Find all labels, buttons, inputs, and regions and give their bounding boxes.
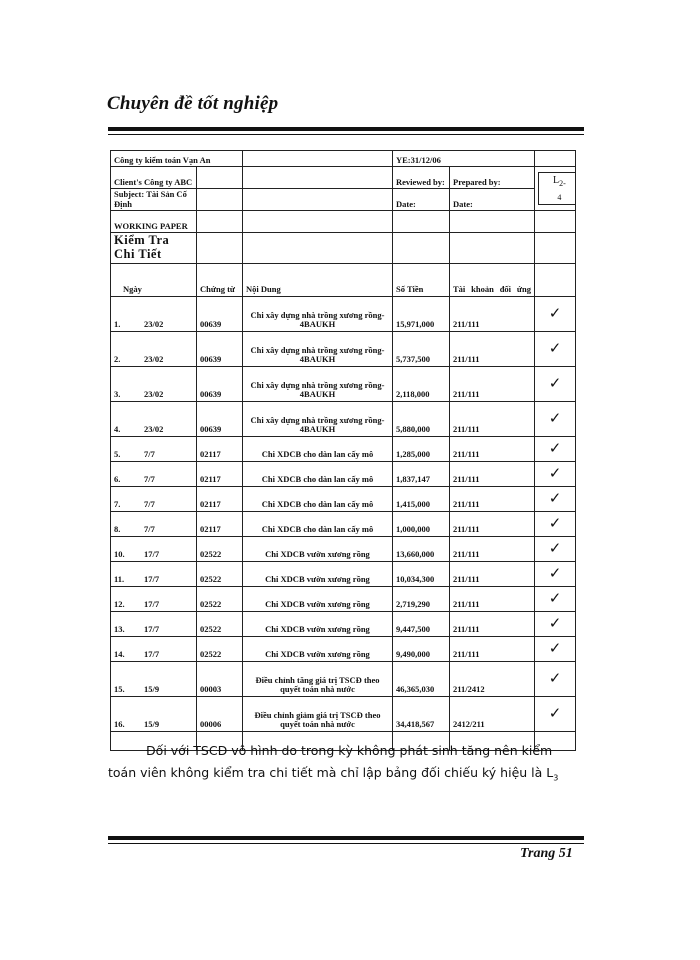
blank-cell (450, 233, 535, 264)
row-number: 14. (114, 649, 125, 660)
row-date-cell (111, 696, 197, 731)
row-date: 23/02 (144, 424, 164, 435)
row-amount-cell: 34,418,567 (393, 696, 450, 731)
checkmark-icon: ✓ (535, 401, 576, 436)
checkmark-icon: ✓ (535, 461, 576, 486)
worksheet-header-row (111, 151, 576, 167)
prepared-by-cell: Prepared by: (450, 167, 535, 189)
row-document-cell: 02522 (197, 611, 243, 636)
row-date: 23/02 (144, 389, 164, 400)
column-header-amount: Số Tiền (393, 263, 450, 296)
row-document-cell: 00003 (197, 661, 243, 696)
body-paragraph (108, 740, 578, 790)
row-document-cell: 02522 (197, 536, 243, 561)
row-description-cell: Điều chỉnh tăng giá trị TSCĐ theo quyết toán nhà nước (243, 661, 393, 696)
checkmark-icon: ✓ (535, 331, 576, 366)
row-document-cell: 02117 (197, 436, 243, 461)
table-row (111, 636, 576, 661)
row-number: 1. (114, 319, 121, 330)
row-number: 16. (114, 719, 125, 730)
row-description-cell: Chi XDCB cho dàn lan cấy mô (243, 461, 393, 486)
row-description-cell: Chi xây dựng nhà trồng xương rồng-4BAUKH (243, 331, 393, 366)
row-account-cell: 211/111 (450, 436, 535, 461)
checkmark-icon: ✓ (535, 561, 576, 586)
checkmark-icon: ✓ (535, 511, 576, 536)
row-account-cell: 211/111 (450, 511, 535, 536)
row-amount-cell: 1,837,147 (393, 461, 450, 486)
blank-cell (243, 167, 393, 189)
row-amount-cell: 9,490,000 (393, 636, 450, 661)
table-row (111, 436, 576, 461)
page-number: Trang 51 (520, 846, 573, 861)
reference-code-main: L (553, 174, 560, 186)
blank-cell (243, 151, 393, 167)
row-date: 7/7 (144, 449, 155, 460)
reference-code-box (538, 172, 576, 206)
row-date: 15/9 (144, 684, 160, 695)
row-document-cell: 02522 (197, 636, 243, 661)
row-account-cell: 211/111 (450, 636, 535, 661)
blank-cell (535, 211, 576, 233)
row-number: 10. (114, 549, 125, 560)
row-number: 11. (114, 574, 125, 585)
row-date: 17/7 (144, 549, 160, 560)
row-date: 15/9 (144, 719, 160, 730)
row-document-cell: 02117 (197, 461, 243, 486)
row-number: 3. (114, 389, 121, 400)
row-date-cell (111, 436, 197, 461)
row-document-cell: 02117 (197, 486, 243, 511)
document-header-title: Chuyên đề tốt nghiệp (107, 93, 279, 114)
row-description-cell: Chi XDCB vườn xương rồng (243, 611, 393, 636)
blank-cell (197, 233, 243, 264)
row-description-cell: Chi xây dựng nhà trồng xương rồng-4BAUKH (243, 296, 393, 331)
row-date-cell (111, 486, 197, 511)
row-account-cell: 2412/211 (450, 696, 535, 731)
row-date-cell (111, 536, 197, 561)
row-amount-cell: 2,118,000 (393, 366, 450, 401)
column-header-account: Tài khoản đối ứng (450, 263, 535, 296)
column-header-description: Nội Dung (243, 263, 393, 296)
row-account-cell: 211/111 (450, 366, 535, 401)
row-description-cell: Chi XDCB vườn xương rồng (243, 586, 393, 611)
blank-cell (535, 263, 576, 296)
row-document-cell: 02522 (197, 586, 243, 611)
blank-cell (197, 189, 243, 211)
row-date-cell (111, 611, 197, 636)
checkmark-icon: ✓ (535, 486, 576, 511)
blank-cell (197, 167, 243, 189)
blank-cell (197, 211, 243, 233)
row-number: 6. (114, 474, 121, 485)
blank-cell (450, 211, 535, 233)
row-number: 2. (114, 354, 121, 365)
checkmark-icon: ✓ (535, 636, 576, 661)
checkmark-icon: ✓ (535, 696, 576, 731)
row-date: 23/02 (144, 354, 164, 365)
row-date: 7/7 (144, 474, 155, 485)
row-date: 17/7 (144, 599, 160, 610)
row-account-cell: 211/111 (450, 586, 535, 611)
row-account-cell: 211/111 (450, 611, 535, 636)
row-date-cell (111, 461, 197, 486)
row-date: 7/7 (144, 524, 155, 535)
row-description-cell: Chi XDCB vườn xương rồng (243, 636, 393, 661)
row-date: 17/7 (144, 624, 160, 635)
row-document-cell: 00639 (197, 331, 243, 366)
table-row (111, 331, 576, 366)
row-number: 8. (114, 524, 121, 535)
row-document-cell: 00639 (197, 296, 243, 331)
checkmark-icon: ✓ (535, 611, 576, 636)
table-row (111, 486, 576, 511)
row-date: 17/7 (144, 649, 160, 660)
table-row (111, 696, 576, 731)
reference-code-sub: 2-4 (557, 178, 566, 202)
row-amount-cell: 2,719,290 (393, 586, 450, 611)
row-description-cell: Chi XDCB vườn xương rồng (243, 561, 393, 586)
row-account-cell: 211/111 (450, 486, 535, 511)
table-row (111, 561, 576, 586)
blank-cell (243, 211, 393, 233)
row-amount-cell: 5,737,500 (393, 331, 450, 366)
worksheet-client-row (111, 167, 576, 189)
blank-cell (243, 189, 393, 211)
subject-cell: Subject: Tài Sản Cố Định (111, 189, 197, 211)
date-reviewed-cell: Date: (393, 189, 450, 211)
column-header-row (111, 263, 576, 296)
row-description-cell: Chi XDCB cho dàn lan cấy mô (243, 511, 393, 536)
table-row (111, 296, 576, 331)
row-date-cell (111, 661, 197, 696)
header-rule-thick (108, 127, 584, 131)
header-rule-thin (108, 134, 584, 135)
row-number: 15. (114, 684, 125, 695)
row-account-cell: 211/111 (450, 331, 535, 366)
footer-rule-thin (108, 843, 584, 844)
blank-cell (393, 233, 450, 264)
table-row (111, 536, 576, 561)
table-row (111, 461, 576, 486)
date-prepared-cell: Date: (450, 189, 535, 211)
row-date-cell (111, 296, 197, 331)
table-row (111, 586, 576, 611)
blank-cell (243, 233, 393, 264)
body-paragraph-text: Đối với TSCĐ vô hình do trong kỳ không phát sinh tăng nên kiểm toán viên không kiểm tra chi tiết mà chỉ lập bảng đối chiếu ký hiệu là L (108, 743, 554, 780)
row-date: 17/7 (144, 574, 160, 585)
row-description-cell: Chi XDCB vườn xương rồng (243, 536, 393, 561)
row-account-cell: 211/111 (450, 296, 535, 331)
row-date-cell (111, 586, 197, 611)
row-amount-cell: 1,285,000 (393, 436, 450, 461)
row-amount-cell: 15,971,000 (393, 296, 450, 331)
row-description-cell: Chi XDCB cho dàn lan cấy mô (243, 486, 393, 511)
row-account-cell: 211/111 (450, 561, 535, 586)
blank-cell (535, 151, 576, 167)
checkmark-icon: ✓ (535, 296, 576, 331)
row-account-cell: 211/2412 (450, 661, 535, 696)
row-description-cell: Chi xây dựng nhà trồng xương rồng-4BAUKH (243, 366, 393, 401)
row-document-cell: 00639 (197, 401, 243, 436)
table-row (111, 511, 576, 536)
year-end-cell: YE:31/12/06 (393, 151, 535, 167)
row-description-cell: Chi XDCB cho dàn lan cấy mô (243, 436, 393, 461)
row-date-cell (111, 561, 197, 586)
row-date-cell (111, 366, 197, 401)
company-name-cell: Công ty kiểm toán Vạn An (111, 151, 243, 167)
client-cell: Client's Công ty ABC (111, 167, 197, 189)
column-header-document: Chứng từ (197, 263, 243, 296)
row-amount-cell: 46,365,030 (393, 661, 450, 696)
row-number: 5. (114, 449, 121, 460)
blank-cell (535, 233, 576, 264)
row-account-cell: 211/111 (450, 461, 535, 486)
row-document-cell: 00639 (197, 366, 243, 401)
checkmark-icon: ✓ (535, 366, 576, 401)
column-header-date: Ngày (111, 263, 197, 296)
table-row (111, 401, 576, 436)
row-amount-cell: 10,034,300 (393, 561, 450, 586)
worksheet-title-cell: Kiểm Tra Chi Tiết (111, 233, 197, 264)
row-number: 12. (114, 599, 125, 610)
row-account-cell: 211/111 (450, 536, 535, 561)
checkmark-icon: ✓ (535, 586, 576, 611)
reviewed-by-cell: Reviewed by: (393, 167, 450, 189)
row-document-cell: 02522 (197, 561, 243, 586)
row-number: 7. (114, 499, 121, 510)
row-date-cell (111, 401, 197, 436)
checkmark-icon: ✓ (535, 436, 576, 461)
audit-worksheet-table (110, 150, 576, 751)
row-account-cell: 211/111 (450, 401, 535, 436)
worksheet-subject-row (111, 189, 576, 211)
row-date-cell (111, 331, 197, 366)
row-number: 13. (114, 624, 125, 635)
row-amount-cell: 1,415,000 (393, 486, 450, 511)
footer-rule-thick (108, 836, 584, 840)
row-amount-cell: 1,000,000 (393, 511, 450, 536)
reference-code-cell (535, 167, 576, 211)
worksheet-working-paper-row (111, 211, 576, 233)
working-paper-cell: WORKING PAPER (111, 211, 197, 233)
row-document-cell: 02117 (197, 511, 243, 536)
blank-cell (393, 211, 450, 233)
checkmark-icon: ✓ (535, 536, 576, 561)
row-date-cell (111, 511, 197, 536)
row-date-cell (111, 636, 197, 661)
row-date: 23/02 (144, 319, 164, 330)
row-amount-cell: 9,447,500 (393, 611, 450, 636)
row-date: 7/7 (144, 499, 155, 510)
row-description-cell: Chi xây dựng nhà trồng xương rồng-4BAUKH (243, 401, 393, 436)
table-row (111, 366, 576, 401)
row-description-cell: Điều chỉnh giảm giá trị TSCĐ theo quyết toán nhà nước (243, 696, 393, 731)
table-row (111, 611, 576, 636)
row-number: 4. (114, 424, 121, 435)
checkmark-icon: ✓ (535, 661, 576, 696)
table-row (111, 661, 576, 696)
body-paragraph-subscript: 3 (553, 773, 559, 783)
row-amount-cell: 13,660,000 (393, 536, 450, 561)
worksheet-title-row (111, 233, 576, 264)
row-document-cell: 00006 (197, 696, 243, 731)
row-amount-cell: 5,880,000 (393, 401, 450, 436)
